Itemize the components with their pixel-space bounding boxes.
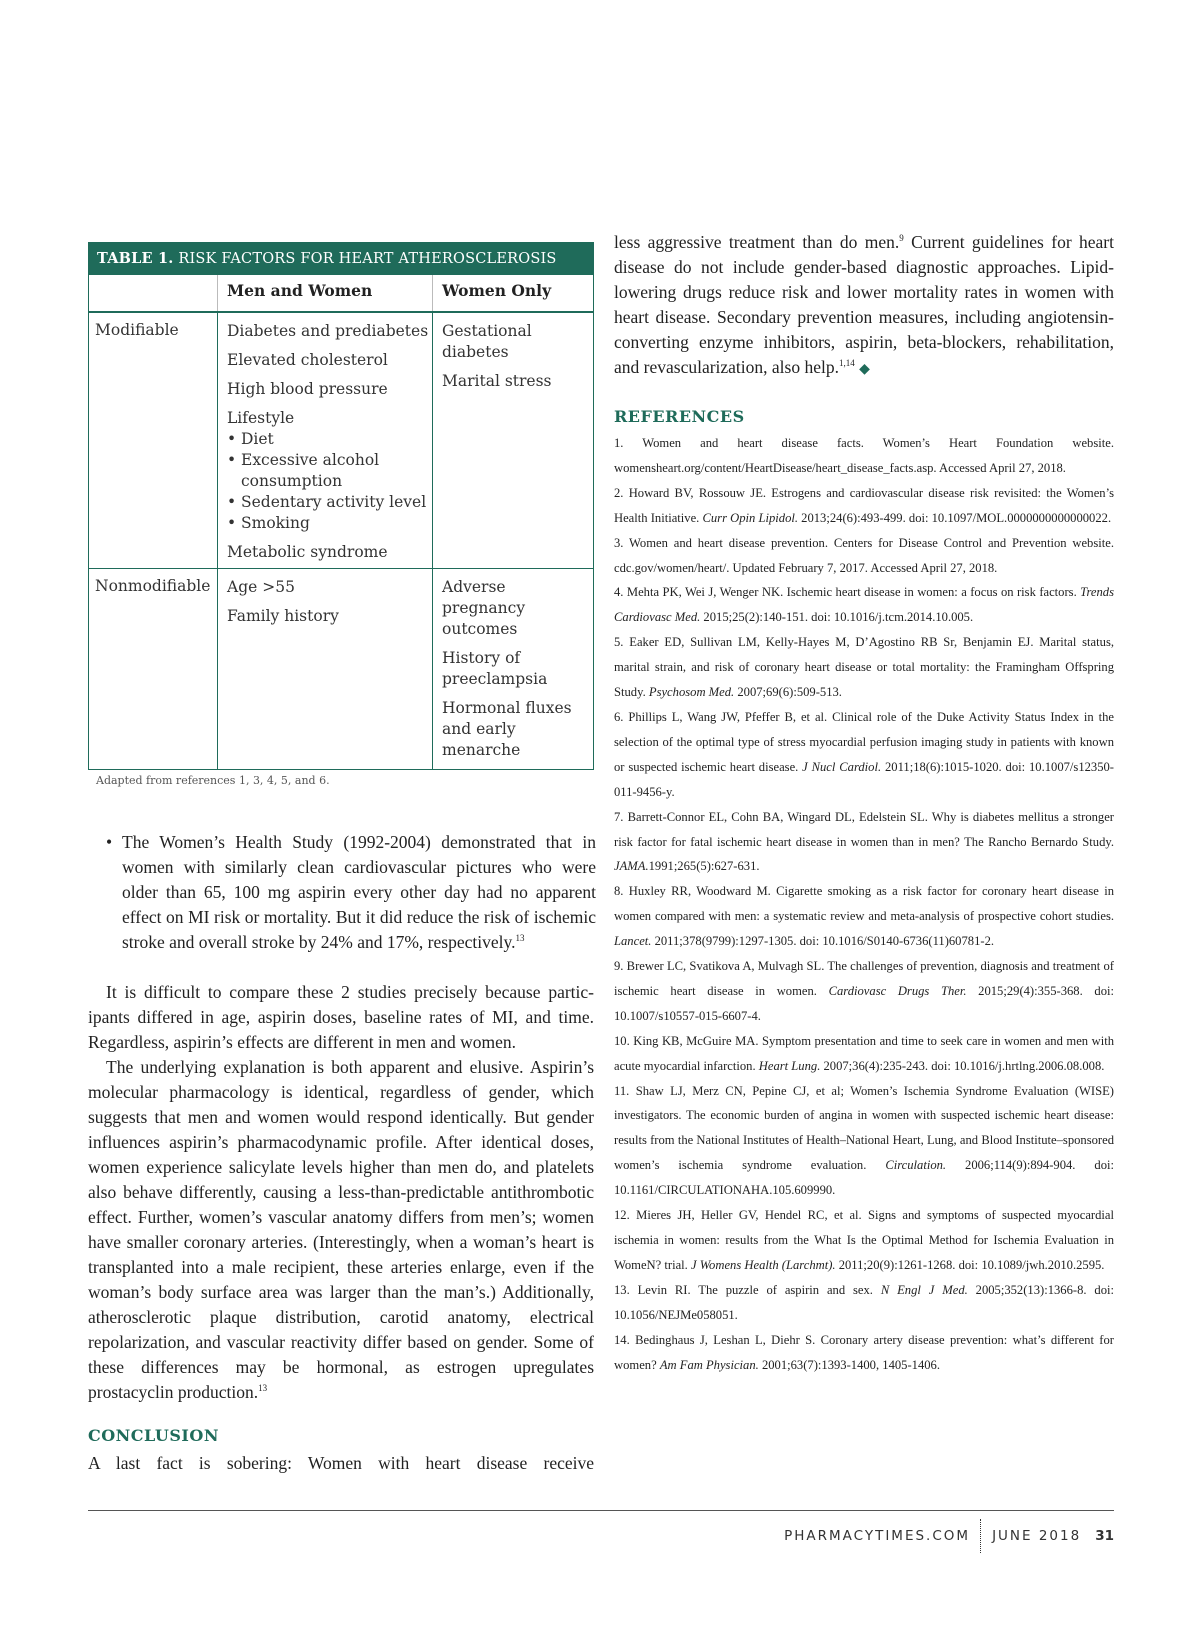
footer-separator <box>980 1519 982 1553</box>
reference-journal: J Womens Health (Larchmt). <box>690 1257 836 1272</box>
reference-text: 3. Women and heart disease prevention. Centers for Disease Control and Prevention website. cdc.gov/women/heart/. Updated February 7, 2017. Accessed April 27, 2018. <box>614 535 1114 575</box>
nonmodifiable-men-women-cell <box>217 569 432 769</box>
lifestyle-bullet: • Diet <box>227 429 432 450</box>
reference-item <box>614 1278 1114 1328</box>
reference-item <box>614 531 1114 581</box>
reference-journal: J Nucl Cardiol. <box>802 759 882 774</box>
reference-journal: Am Fam Physician. <box>659 1357 759 1372</box>
paragraph <box>88 1055 594 1405</box>
reference-details: 2005;352(13):1366-8. doi: 10.1056/NEJMe058051. <box>614 1282 1115 1322</box>
reference-text: 11. Shaw LJ, Merz CN, Pepine CJ, et al; Women’s Ischemia Syndrome Evaluation (WISE) investigators. The economic burden of angina in women with suspected ischemic heart disease: results from the National Institutes of Health–National Heart, Lung, and Blood Institute–sponsored women’s ischemia syndrome evaluation. <box>614 1083 1114 1173</box>
reference-text: 8. Huxley RR, Woodward M. Cigarette smoking as a risk factor for coronary heart disease in women compared with men: a systematic review and meta-analysis of prospective cohort studies. <box>614 884 1114 924</box>
reference-journal: JAMA. <box>614 859 649 874</box>
modifiable-men-women-cell <box>217 313 432 568</box>
reference-item <box>614 1203 1114 1278</box>
conclusion-text: A last fact is sobering: Women with heart disease receive <box>88 1453 594 1473</box>
reference-text: 13. Levin RI. The puzzle of aspirin and sex. <box>614 1282 881 1297</box>
risk-item: Age >55 <box>227 578 295 596</box>
reference-text: 12. Mieres JH, Heller GV, Hendel RC, et al. Signs and symptoms of suspected myocardial ischemia in women: results from the What Is the Optimal Method for Ischemia Evaluation in WomeN? trial. <box>614 1208 1114 1272</box>
lifestyle-bullet: • Sedentary activity level <box>227 492 432 513</box>
reference-item <box>614 705 1114 805</box>
intro-text: less aggressive treatment than do men. <box>614 232 900 252</box>
risk-item: Marital stress <box>442 372 552 390</box>
page-footer <box>784 1524 1114 1548</box>
reference-item <box>614 580 1114 630</box>
footer-divider <box>88 1510 1114 1511</box>
risk-item: High blood pressure <box>227 380 388 398</box>
citation-sup: 1,14 <box>838 358 855 368</box>
reference-item <box>614 1328 1114 1378</box>
footer-issue: JUNE 2018 <box>992 1528 1082 1544</box>
modifiable-women-only-cell <box>432 313 593 568</box>
reference-text: 5. Eaker ED, Sullivan LM, Kelly-Hayes M, D’Agostino RB Sr, Benjamin EJ. Marital status, marital strain, and risk of coronary heart disease or total mortality: the Framingham Offspring Study. <box>614 635 1114 700</box>
reference-text: 1. Women and heart disease facts. Women’s Heart Foundation website. womensheart.org/content/HeartDisease/heart_disease_facts.asp. Accessed April 27, 2018. <box>614 436 1114 475</box>
reference-details: 2015;25(2):140-151. doi: 10.1016/j.tcm.2014.10.005. <box>700 610 974 625</box>
womens-health-study-bullet <box>106 830 596 955</box>
reference-details: 2015;29(4):355-368. doi: 10.1007/s10557-015-6607-4. <box>614 983 1114 1023</box>
table-header-row <box>89 275 593 313</box>
reference-journal: Trends Cardiovasc Med. <box>614 585 1114 625</box>
paragraph-text: The underlying explanation is both apparent and elusive. Aspirin’s molecular pharmacology is identical, regardless of gender, which suggests that men and women would respond identically. But gender influences aspirin’s pharmacodynamic profile. After identical doses, women experience salicylate levels higher than men do, and platelets also behave differently, causing a less-than-predictable antithrombotic effect. Further, women’s vascular anatomy differs from men’s; women have smaller coronary arteries. (Interestingly, when a woman’s heart is transplanted into a male recipient, these arteries enlarge, even if the woman’s body surface area was larger than the man’s.) Additionally, atherosclerotic plaque distribution, carotid anatomy, electrical repolarization, and vascular reactivity differ based on gender. Some of these differences may be hormonal, as estrogen upregulates prostacyclin production. <box>88 1057 594 1402</box>
reference-details: 2006;114(9):894-904. doi: 10.1161/CIRCULATIONAHA.105.609990. <box>614 1158 1114 1198</box>
row-label-modifiable: Modifiable <box>95 321 179 339</box>
reference-item <box>614 1079 1114 1204</box>
citation-sup: 13 <box>258 1383 268 1393</box>
table-footnote: Adapted from references 1, 3, 4, 5, and 6. <box>96 774 330 787</box>
reference-details: 2011;20(9):1261-1268. doi: 10.1089/jwh.2010.2595. <box>835 1257 1105 1272</box>
bullet-text: The Women’s Health Study (1992-2004) demonstrated that in women with similarly clean cardiovascular pictures who were older than 65, 100 mg aspirin every other day had no apparent effect on MI risk or mortality. But it did reduce the risk of ischemic stroke and overall stroke by 24% and 17%, respectively. <box>122 832 596 952</box>
reference-item <box>614 954 1114 1029</box>
reference-journal: Cardiovasc Drugs Ther. <box>828 983 967 998</box>
table-title-label: TABLE 1. <box>97 250 174 267</box>
reference-details: 2001;63(7):1393-1400, 1405-1406. <box>758 1357 940 1372</box>
risk-item: Metabolic syndrome <box>227 543 388 561</box>
page-number: 31 <box>1095 1528 1114 1544</box>
reference-details: 1991;265(5):627-631. <box>648 859 760 874</box>
reference-text: 7. Barrett-Connor EL, Cohn BA, Wingard DL, Edelstein SL. Why is diabetes mellitus a stronger risk factor for fatal ischemic heart disease in women than in men? The Rancho Bernardo Study. <box>614 809 1114 849</box>
col-header-men-women: Men and Women <box>217 275 432 311</box>
reference-details: 2007;36(4):235-243. doi: 10.1016/j.hrtlng.2006.08.008. <box>820 1058 1105 1073</box>
reference-journal: Circulation. <box>885 1158 947 1173</box>
lifestyle-bullet: • Excessive alcohol consumption <box>227 450 432 492</box>
lifestyle-bullet: • Smoking <box>227 513 432 534</box>
reference-journal: Lancet. <box>614 934 652 949</box>
reference-text: 9. Brewer LC, Svatikova A, Mulvagh SL. The challenges of prevention, diagnosis and treatment of ischemic heart disease in women. <box>614 959 1114 998</box>
table-header-blank <box>89 275 217 311</box>
reference-list <box>614 431 1114 1377</box>
bullet-paragraph <box>106 830 596 955</box>
reference-item <box>614 630 1114 705</box>
reference-text: 6. Phillips L, Wang JW, Pfeffer B, et al. Clinical role of the Duke Activity Status Index in the selection of the optimal type of stress myocardial perfusion imaging study in patients with known or suspected ischemic heart disease. <box>614 709 1114 774</box>
nonmodifiable-women-only-cell <box>432 569 593 769</box>
row-label-nonmodifiable: Nonmodifiable <box>95 577 211 595</box>
right-column-intro <box>614 230 1114 382</box>
risk-item: Gestational diabetes <box>442 322 532 361</box>
citation-sup: 13 <box>515 933 525 943</box>
left-body-paragraphs <box>88 980 594 1405</box>
conclusion-heading: CONCLUSION <box>88 1426 219 1445</box>
reference-text: 4. Mehta PK, Wei J, Wenger NK. Ischemic heart disease in women: a focus on risk factors. <box>614 585 1081 600</box>
risk-item: Family history <box>227 607 339 625</box>
reference-item <box>614 481 1114 531</box>
reference-text: 10. King KB, McGuire MA. Symptom presentation and time to seek care in women and men with acute myocardial infarction. <box>614 1033 1114 1073</box>
citation-sup: 9 <box>899 233 904 243</box>
reference-item <box>614 805 1114 880</box>
risk-item: Elevated cholesterol <box>227 351 388 369</box>
reference-journal: N Engl J Med. <box>880 1282 968 1297</box>
col-header-women-only: Women Only <box>432 275 593 311</box>
risk-item: Diabetes and prediabetes <box>227 322 429 340</box>
reference-item <box>614 431 1114 481</box>
intro-text-rest: Current guidelines for heart disease do not include gender-based diagnostic approaches. Lipid-lowering drugs reduce risk and lower mortality rates in women with heart disease. Secondary prevention measures, including angiotensin-converting enzyme inhibitors, aspirin, beta-blockers, rehabilitation, and revascularization, also help. <box>614 232 1114 377</box>
reference-journal: Heart Lung. <box>758 1058 821 1073</box>
risk-item: Adverse pregnancy outcomes <box>442 578 526 638</box>
risk-item-lifestyle: Lifestyle <box>227 409 295 427</box>
reference-details: 2011;378(9799):1297-1305. doi: 10.1016/S0140-6736(11)60781-2. <box>651 934 995 949</box>
table-title <box>89 243 593 275</box>
reference-details: 2007;69(6):509-513. <box>734 685 842 700</box>
risk-factors-table <box>88 242 594 770</box>
reference-item <box>614 1029 1114 1079</box>
table-row-nonmodifiable <box>89 569 593 769</box>
paragraph: It is difficult to compare these 2 studies precisely because participants differed in age, aspirin doses, baseline rates of MI, and time. Regardless, aspirin’s effects are different in men and women. <box>88 982 594 1052</box>
reference-text: 2. Howard BV, Rossouw JE. Estrogens and cardiovascular disease risk revisited: the Women’s Health Initiative. <box>614 485 1114 525</box>
reference-journal: Curr Opin Lipidol. <box>702 510 799 525</box>
risk-item: History of preeclampsia <box>442 649 548 688</box>
table-row-modifiable <box>89 313 593 569</box>
references-heading: REFERENCES <box>614 407 745 426</box>
table-title-text: RISK FACTORS FOR HEART ATHEROSCLEROSIS <box>178 251 557 267</box>
end-mark-icon: ◆ <box>859 362 870 377</box>
reference-details: 2013;24(6):493-499. doi: 10.1097/MOL.0000000000000022. <box>798 510 1112 525</box>
reference-text: 14. Bedinghaus J, Leshan L, Diehr S. Coronary artery disease prevention: what’s different for women? <box>614 1332 1114 1372</box>
reference-details: 2011;18(6):1015-1020. doi: 10.1007/s12350-011-9456-y. <box>614 759 1114 799</box>
reference-journal: Psychosom Med. <box>648 685 735 700</box>
reference-item <box>614 879 1114 954</box>
risk-item: Hormonal fluxes and early menarche <box>442 699 572 759</box>
footer-site: PHARMACYTIMES.COM <box>784 1528 971 1544</box>
